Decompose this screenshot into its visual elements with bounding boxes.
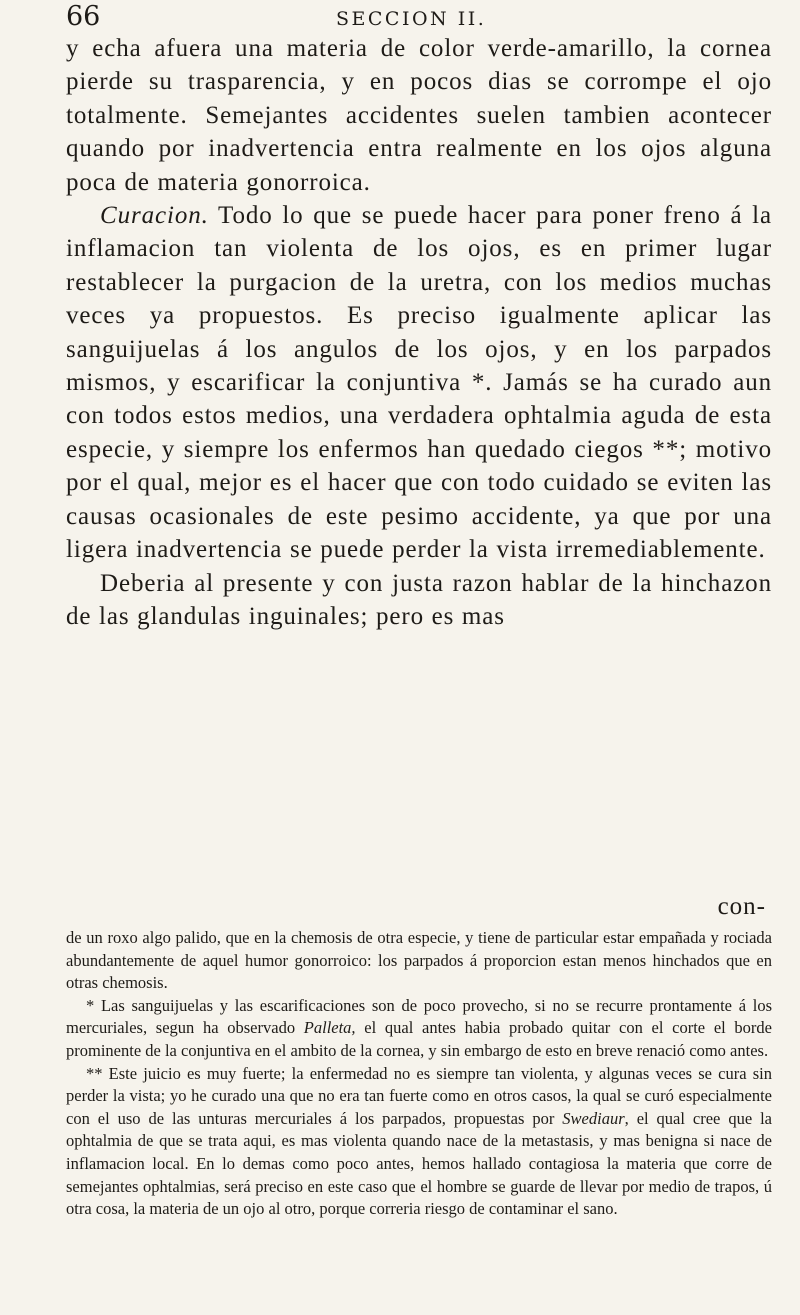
footnote-2-author: Swediaur [562,1108,625,1128]
catchword: con- [717,893,766,920]
paragraph-curacion-text: Todo lo que se puede hacer para poner freno á la inflamacion tan violenta de los ojos, es en primer lugar restablecer la purgacion de la uretra, con los medios muchas veces ya propuestos. Es preciso igualmente aplicar las sanguijuelas á los angulos de los ojos, y en los parpados mismos, y escarificar la conjuntiva *. Jamás se ha curado aun con todos estos medios, una verdadera ophtalmia aguda de esta especie, y siempre los enfermos han quedado ciegos **; motivo por el qual, mejor es el hacer que con todo cuidado se eviten las causas ocasionales de este pesimo accidente, ya que por una ligera inadvertencia se puede perder la vista irremediablemente. [66,202,772,564]
footnote-2-text-b: , el qual cree que la ophtalmia de que se trata aqui, es mas violenta quando nace de la metastasis, y mas benigna si nace de inflamacion local. En lo demas como poco antes, hemos hallado contagiosa la materia que corre de semejantes ophtalmias, será preciso en este caso que el hombre se guarde de llevar por medio de trapos, ú otra cosa, la materia de un ojo al otro, porque correria riesgo de contaminar el sano. [66,1108,772,1219]
section-label-curacion: Curacion. [100,202,209,230]
page-header [66,0,756,34]
page-number: 66 [66,1,101,32]
footnote-1-author: Palleta, [303,1018,356,1038]
footnote-1 [66,995,772,1063]
running-head: SECCION II. [336,8,487,30]
paragraph-continuation: y echa afuera una materia de color verde-amarillo, la cornea pierde su trasparencia, y en pocos dias se corrompe el ojo totalmente. Semejantes accidentes suelen tambien acontecer quando por inadvertencia entra realmente en los ojos alguna poca de materia gonorroica. [66,35,772,196]
footnotes [66,927,772,1221]
footnote-1-text-b: el qual antes habia probado quitar con el corte el borde prominente de la conjuntiva en el ambito de la cornea, y sin embargo de esto en breve renació como antes. [66,1018,772,1060]
paragraph-curacion [66,199,772,566]
footnote-2-text-a: ** Este juicio es muy fuerte; la enfermedad no es siempre tan violenta, y algunas veces se cura sin perder la vista; yo he curado una que no era tan fuerte como en otros casos, la qual se curó especialmente con el uso de las unturas mercuriales á los parpados, propuestas por [66,1063,772,1128]
paragraph-glandulas: Deberia al presente y con justa razon hablar de la hinchazon de las glandulas inguinales; pero es mas [66,569,772,630]
main-text [66,32,772,633]
footnote-2 [66,1063,772,1221]
footnote-1-text-a: * Las sanguijuelas y las escarificaciones son de poco provecho, si no se recurre prontamente á los mercuriales, segun ha observado [66,995,772,1038]
footnote-continuation: de un roxo algo palido, que en la chemosis de otra especie, y tiene de particular estar empañada y rociada abundantemente de aquel humor gonorroico: los parpados á proporcion estan menos hinchados que en otras chemosis. [66,928,772,993]
